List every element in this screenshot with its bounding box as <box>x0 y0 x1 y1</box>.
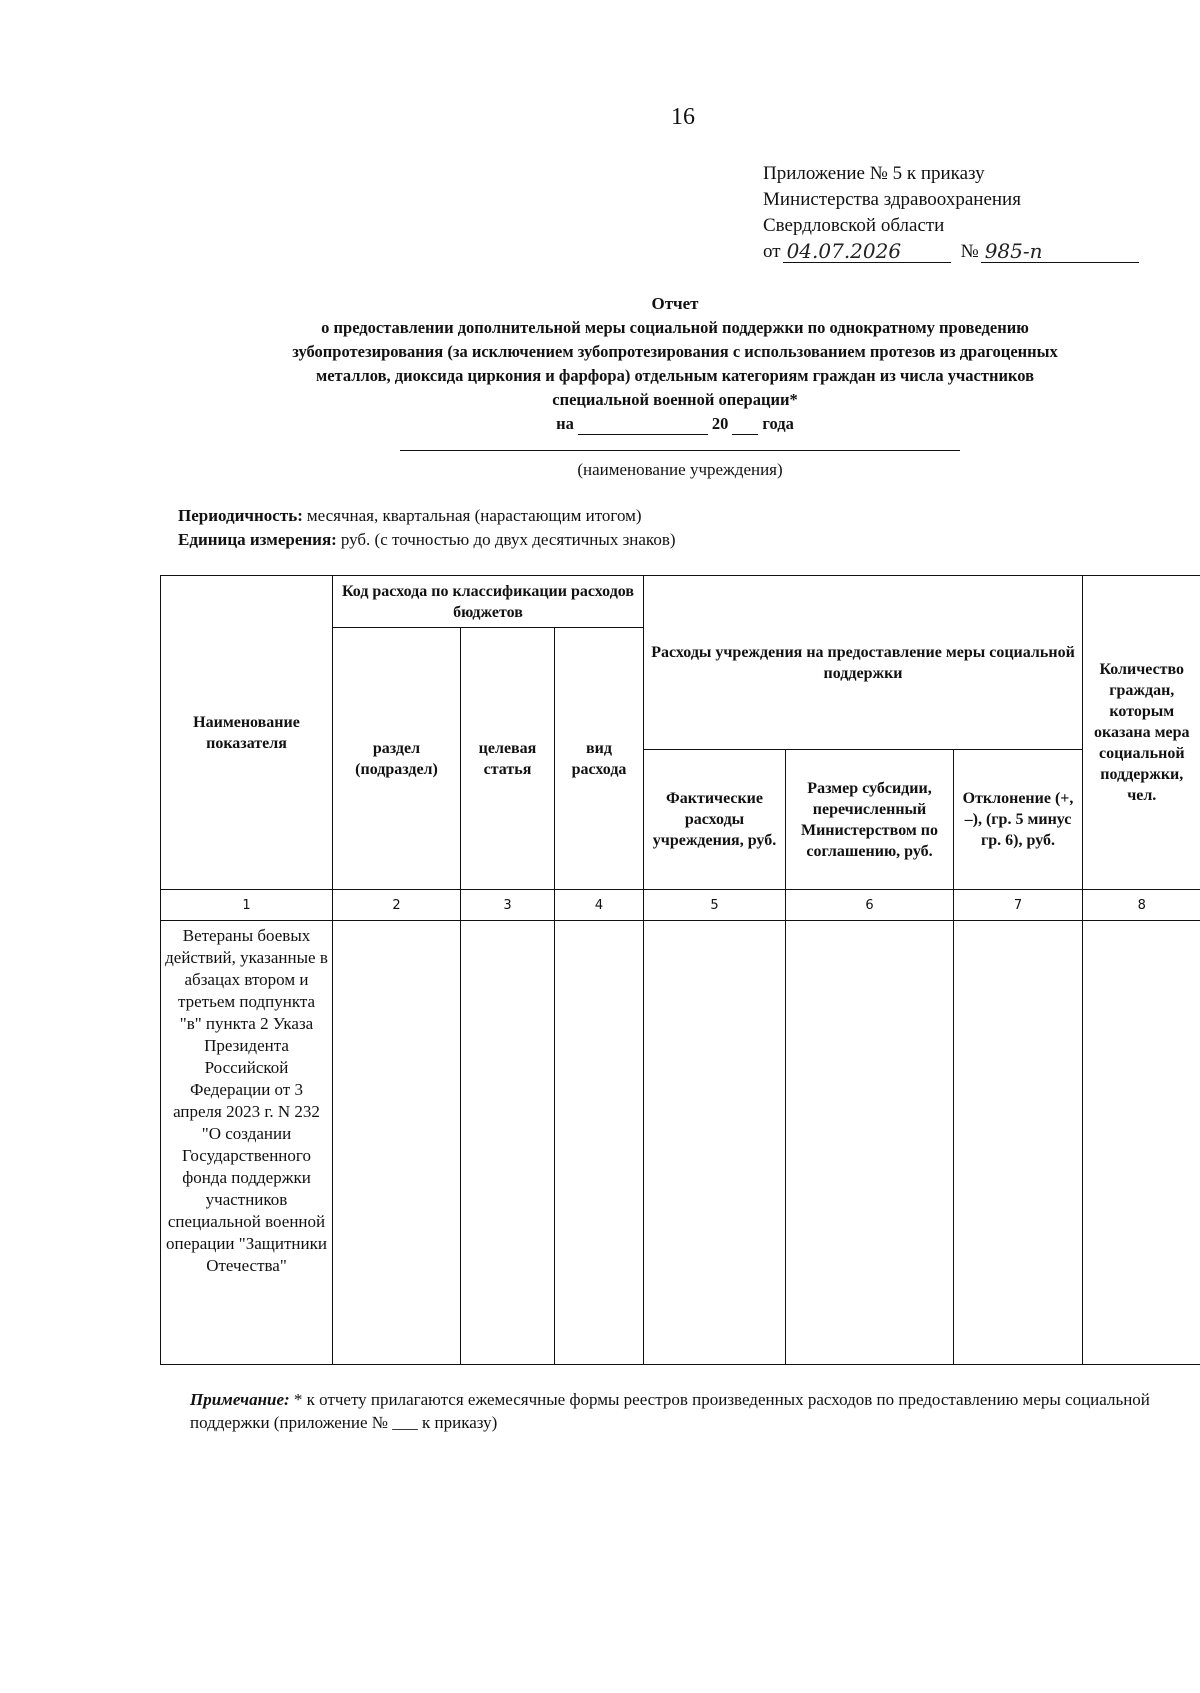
date-prefix: на <box>556 414 574 433</box>
from-label: от <box>763 241 781 262</box>
header-deviation: Отклонение (+, –), (гр. 5 минус гр. 6), руб. <box>954 750 1083 890</box>
report-subtitle: о предоставлении дополнительной меры социальной поддержки по однократному проведению <box>321 318 1029 337</box>
approval-line: Приложение № 5 к приказу <box>763 163 985 184</box>
column-number: 1 <box>161 890 333 921</box>
table-cell <box>954 921 1083 1365</box>
approval-line: Свердловской области <box>763 215 945 236</box>
handwritten-number: 985-п <box>981 240 1139 263</box>
report-date-line <box>150 412 1200 435</box>
column-number: 6 <box>786 890 954 921</box>
column-number: 5 <box>644 890 786 921</box>
page-number: 16 <box>671 104 695 130</box>
institution-blank-line <box>400 450 960 451</box>
unit-of-measure <box>178 530 676 550</box>
table-cell <box>461 921 555 1365</box>
header-subsidy: Размер субсидии, перечисленный Министерством по соглашению, руб. <box>786 750 954 890</box>
approval-line: Министерства здравоохранения <box>763 189 1021 210</box>
header-target: целевая статья <box>461 628 555 890</box>
table-cell <box>333 921 461 1365</box>
report-table <box>160 575 1200 1365</box>
header-expense-type: вид расхода <box>555 628 644 890</box>
handwritten-date: 04.07.2026 <box>783 240 951 263</box>
number-label: № <box>960 241 979 262</box>
table-cell <box>644 921 786 1365</box>
table-cell <box>1083 921 1200 1365</box>
report-subtitle: специальной военной операции* <box>552 390 798 409</box>
periodicity <box>178 506 642 526</box>
footnote-label: Примечание: <box>190 1390 290 1409</box>
unit-value: руб. (с точностью до двух десятичных знаков) <box>340 530 676 549</box>
header-expenses-group: Расходы учреждения на предоставление меры социальной поддержки <box>644 576 1083 750</box>
header-actual: Фактические расходы учреждения, руб. <box>644 750 786 890</box>
table-row <box>161 921 1200 1365</box>
column-number-row <box>161 890 1200 921</box>
report-subtitle: металлов, диоксида циркония и фарфора) отдельным категориям граждан из числа участников <box>315 366 1035 385</box>
header-section: раздел (подраздел) <box>333 628 461 890</box>
table-cell <box>555 921 644 1365</box>
footnote-text: * к отчету прилагаются ежемесячные формы реестров произведенных расходов по предоставлению меры социальной поддержки (приложение № ___ к приказу) <box>190 1390 1150 1432</box>
institution-caption: (наименование учреждения) <box>577 460 783 479</box>
column-number: 7 <box>954 890 1083 921</box>
approval-date-line <box>763 240 1139 263</box>
header-indicator: Наименование показателя <box>161 576 333 890</box>
report-subtitle: зубопротезирования (за исключением зубопротезирования с использованием протезов из драгоценных <box>292 342 1058 361</box>
header-code-group: Код расхода по классификации расходов бюджетов <box>333 576 644 628</box>
periodicity-value: месячная, квартальная (нарастающим итогом) <box>306 506 642 525</box>
year-prefix: 20 <box>711 414 729 433</box>
year-blank <box>732 416 758 435</box>
date-blank <box>578 416 708 435</box>
column-number: 2 <box>333 890 461 921</box>
row-label: Ветераны боевых действий, указанные в абзацах втором и третьем подпункта "в" пункта 2 Указа Президента Российской Федерации от 3 апреля 2023 г. N 232 "О создании Государственного фонда поддержки участников специальной военной операции "Защитники Отечества" <box>161 921 333 1365</box>
footnote <box>190 1388 1190 1434</box>
header-count: Количество граждан, которым оказана мера социальной поддержки, чел. <box>1083 576 1200 890</box>
report-title: Отчет <box>651 294 699 313</box>
column-number: 8 <box>1083 890 1200 921</box>
column-number: 3 <box>461 890 555 921</box>
table-cell <box>786 921 954 1365</box>
unit-label: Единица измерения: <box>178 530 337 549</box>
column-number: 4 <box>555 890 644 921</box>
periodicity-label: Периодичность: <box>178 506 303 525</box>
year-suffix: года <box>762 414 794 433</box>
